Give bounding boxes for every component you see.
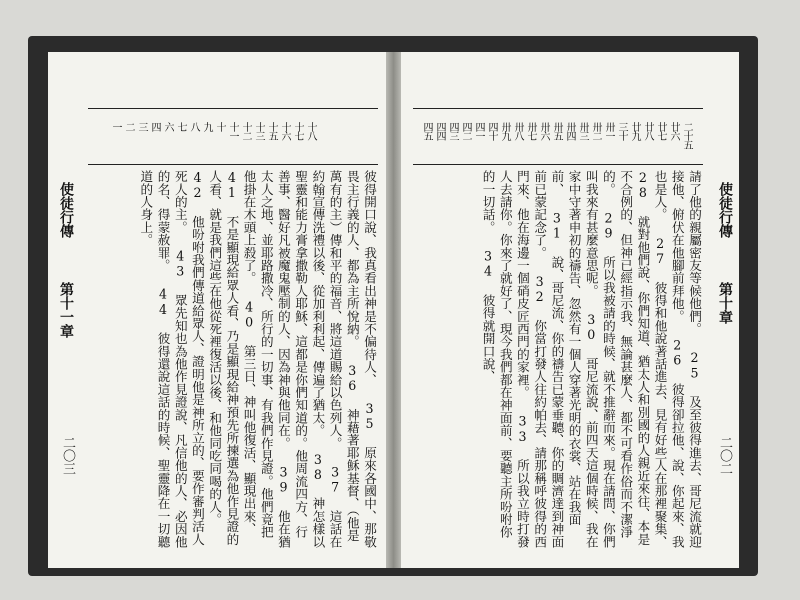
verse-ref: 三 xyxy=(136,122,147,131)
verse-ref: 廿七 xyxy=(655,122,666,140)
verse-reference-strip xyxy=(421,122,692,149)
middle-rule xyxy=(88,164,378,165)
verse-ref: 卅二 xyxy=(590,122,601,140)
verse-ref: 卅九 xyxy=(499,122,510,140)
verse-ref: 卅三 xyxy=(577,122,588,140)
verse-reference-strip xyxy=(110,122,316,140)
page-number: 二〇三 xyxy=(60,436,75,475)
scripture-text: 請了他的親屬密友等候他們。 25 及至彼得進去、哥尼流就迎接他、俯伏在他腳前拜他。 26 彼得卻拉他、說、你起來、我也是人。 27 彼得和他說著話進去、見有好些人在那裡聚集、 28 就對他們說、你們知道、猶太人和別國的人親近來往、本是不合例的、但神已經指示我、無論甚麼人、都不可看作俗而不潔淨的。 29 所以我被請的時候、就不推辭而來。現在請問、你們叫我來有甚麼意思呢。 30 哥尼流說、前四天這個時候、我在家中守著申初的禱告、忽然有一個人穿著光明的衣裳、站在我面前、 31 說、哥尼流、你的禱告已蒙垂聽、你的賙濟達到神面前已蒙記念了。 32 你當打發人往約帕去、請那稱呼彼得的西門來、他在海邊一個硝皮匠西門的家裡。 33 所以我立時打發人去請你。你來了就好了、現今我們都在神面前、要聽主所吩咐你的一切話。 34 彼得就開口說、 xyxy=(480,170,702,548)
top-rule xyxy=(88,108,378,109)
verse-ref: 六 xyxy=(162,122,173,131)
verse-ref: 卅一 xyxy=(603,122,614,140)
verse-ref: 四三 xyxy=(447,122,458,140)
verse-ref: 卅五 xyxy=(551,122,562,140)
left-page xyxy=(48,52,386,568)
verse-ref: 二十五 xyxy=(681,122,692,149)
book-gutter xyxy=(386,52,401,568)
verse-ref: 十八 xyxy=(305,122,316,140)
right-page xyxy=(401,52,739,568)
verse-ref: 四 xyxy=(149,122,160,131)
verse-ref: 十二 xyxy=(240,122,251,140)
verse-ref: 十 xyxy=(214,122,225,131)
book-title: 使徒行傳 xyxy=(717,182,733,238)
scripture-text: 彼得開口說、我真看出神是不偏待人、 35 原來各國中、那敬畏主行義的人、都為主所悅納。 36 神藉著耶穌基督、（他是萬有的主）傳和平的福音、將這道賜給以色列人。 37 這話在約翰宣傳洗禮以後、從加利利起、傳遍了猶太。 38 神怎樣以聖靈和能力膏拿撒勒人耶穌、這都是你們知道的。他周流四方、行善事、醫好凡被魔鬼壓制的人、因為神與他同在。 39 他在猶太人之地、並耶路撒冷、所行的一切事、有我們作見證。他們竟把他掛在木頭上殺了。 40 第三日、神叫他復活、顯現出來、 41 不是顯現給眾人看、乃是顯現給神預先所揀選為他作見證的人看、就是我們這些在他從死裡復活以後、和他同吃同喝的人。 42 他吩咐我們傳道給眾人、證明他是神所立的、要作審判活人死人的主。 43 眾先知也為他作見證說、凡信他的人、必因他的名、得蒙赦罪。 44 彼得還說這話的時候、聖靈降在一切聽道的人身上。 xyxy=(138,170,377,548)
verse-ref: 二 xyxy=(123,122,134,131)
verse-ref: 四五 xyxy=(421,122,432,140)
verse-ref: 廿八 xyxy=(642,122,653,140)
verse-ref: 七 xyxy=(175,122,186,131)
verse-ref: 四二 xyxy=(460,122,471,140)
verse-ref: 四四 xyxy=(434,122,445,140)
chapter-heading: 第十章 xyxy=(717,282,733,324)
verse-ref: 廿九 xyxy=(629,122,640,140)
verse-ref: 卅六 xyxy=(538,122,549,140)
top-rule xyxy=(413,108,703,109)
verse-ref: 一 xyxy=(110,122,121,131)
book-title: 使徒行傳 xyxy=(58,182,74,238)
verse-ref: 卅四 xyxy=(564,122,575,140)
middle-rule xyxy=(413,164,703,165)
verse-ref: 八 xyxy=(188,122,199,131)
verse-ref: 卅八 xyxy=(512,122,523,140)
verse-ref: 卅七 xyxy=(525,122,536,140)
verse-ref: 九 xyxy=(201,122,212,131)
verse-ref: 十七 xyxy=(292,122,303,140)
chapter-heading: 第十一章 xyxy=(58,282,74,338)
verse-ref: 十一 xyxy=(227,122,238,140)
verse-ref: 廿六 xyxy=(668,122,679,140)
verse-ref: 十六 xyxy=(279,122,290,140)
verse-ref: 四一 xyxy=(473,122,484,140)
verse-ref: 三十 xyxy=(616,122,627,140)
verse-ref: 十五 xyxy=(266,122,277,140)
open-book xyxy=(28,36,758,576)
page-number: 二〇二 xyxy=(717,436,732,475)
verse-ref: 十三 xyxy=(253,122,264,140)
verse-ref: 四十 xyxy=(486,122,497,140)
